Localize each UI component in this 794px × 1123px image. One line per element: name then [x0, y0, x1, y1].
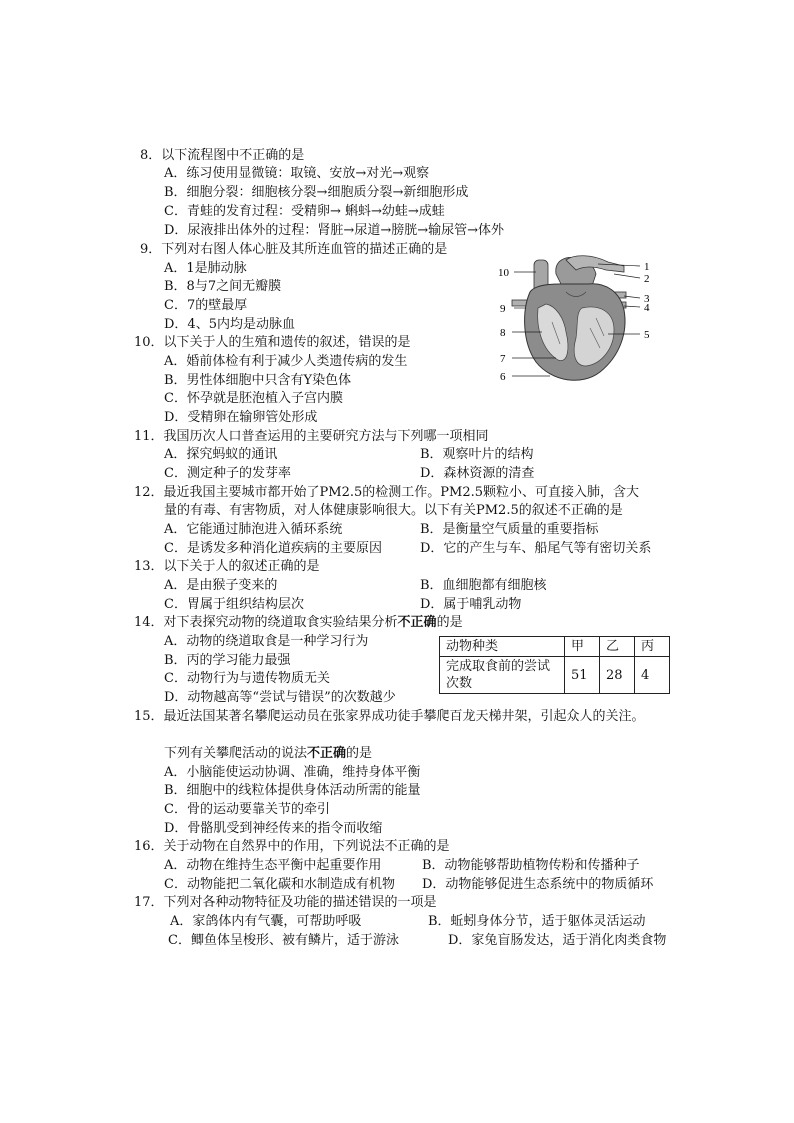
q15-stem-pre: 下列有关攀爬活动的说法	[164, 746, 308, 761]
q9-option-b: B．8与7之间无瓣膜	[164, 279, 282, 294]
q10-option-c: C．怀孕就是胚泡植入子宫内膜	[164, 391, 343, 406]
q13-option-b: B．血细胞都有细胞核	[420, 578, 547, 593]
q15-option-c: C．骨的运动要靠关节的牵引	[164, 802, 330, 817]
q14-stem-pre: 14．对下表探究动物的绕道取食实验结果分析	[134, 615, 398, 630]
q12-option-d: D．它的产生与车、船尾气等有密切关系	[420, 541, 652, 556]
table-row-label-line1: 完成取食前的尝试	[446, 659, 551, 674]
q16-stem: 16．关于动物在自然界中的作用，下列说法不正确的是	[134, 839, 450, 854]
q17-stem: 17．下列对各种动物特征及功能的描述错误的一项是	[134, 895, 437, 910]
q9-stem: 9．下列对右图人体心脏及其所连血管的描述正确的是	[140, 242, 448, 257]
q8-option-d: D．尿液排出体外的过程：肾脏→尿道→膀胱→输尿管→体外	[164, 223, 504, 238]
q13-stem: 13．以下关于人的叙述正确的是	[134, 559, 320, 574]
q14-stem-emphasis: 不正确	[397, 615, 437, 630]
q16-option-a: A．动物在维持生态平衡中起重要作用	[164, 858, 382, 873]
q16-option-d: D．动物能够促进生态系统中的物质循环	[422, 877, 654, 892]
q9-option-a: A．1是肺动脉	[164, 261, 247, 276]
q17-option-d: D．家兔盲肠发达，适于消化肉类食物	[448, 933, 667, 948]
table-header-yi: 乙	[600, 637, 635, 657]
q8-option-a: A．练习使用显微镜：取镜、安放→对光→观察	[164, 166, 430, 181]
q9-option-c: C．7的壁最厚	[164, 298, 248, 313]
q14-stem-post: 的是	[436, 615, 463, 630]
q11-option-d: D．森林资源的清查	[420, 466, 535, 481]
q11-stem: 11．我国历次人口普查运用的主要研究方法与下列哪一项相同	[134, 429, 489, 444]
q13-option-d: D．属于哺乳动物	[420, 597, 522, 612]
table-row	[440, 657, 670, 694]
q14-option-c: C．动物行为与遗传物质无关	[164, 671, 330, 686]
q10-option-b: B．男性体细胞中只含有Y染色体	[164, 373, 352, 388]
heart-label-8: 8	[500, 327, 506, 339]
q12-option-c: C．是诱发多种消化道疾病的主要原因	[164, 541, 382, 556]
table-value-jia: 51	[565, 657, 600, 694]
q13-option-a: A．是由猴子变来的	[164, 578, 278, 593]
q16-option-c: C．动物能把二氧化碳和水制造成有机物	[164, 877, 395, 892]
q14-option-d: D．动物越高等“尝试与错误”的次数越少	[164, 690, 396, 705]
q11-option-c: C．测定种子的发芽率	[164, 466, 291, 481]
table-row-label	[440, 657, 565, 694]
table-header-bing: 丙	[635, 637, 670, 657]
table-header-row	[440, 637, 670, 657]
heart-label-9: 9	[500, 303, 506, 315]
q15-stem-line2	[164, 745, 372, 763]
heart-label-10: 10	[498, 267, 509, 279]
heart-label-7: 7	[500, 353, 506, 365]
q17-option-c: C．鲫鱼体呈梭形、被有鳞片，适于游泳	[168, 933, 399, 948]
table-value-bing: 4	[635, 657, 670, 694]
q8-option-c: C．青蛙的发育过程：受精卵→ 蝌蚪→幼蛙→成蛙	[164, 204, 445, 219]
q10-option-d: D．受精卵在输卵管处形成	[164, 410, 318, 425]
heart-label-2: 2	[644, 273, 650, 285]
heart-label-5: 5	[644, 329, 650, 341]
q12-stem-line2: 量的有毒、有害物质，对人体健康影响很大。以下有关PM2.5的叙述不正确的是	[164, 503, 623, 518]
q9-option-d: D．4、5内均是动脉血	[164, 317, 295, 332]
q14-stem	[134, 614, 463, 632]
table-row-label-line2: 次数	[446, 676, 473, 691]
q14-data-table	[439, 636, 670, 694]
table-value-yi: 28	[600, 657, 635, 694]
q17-option-b: B．蚯蚓身体分节，适于躯体灵活运动	[428, 914, 646, 929]
heart-diagram	[496, 252, 662, 388]
table-header-species: 动物种类	[440, 637, 565, 657]
heart-label-4: 4	[644, 302, 650, 314]
q17-option-a: A．家鸽体内有气囊，可帮助呼吸	[170, 914, 362, 929]
q15-option-d: D．骨骼肌受到神经传来的指令而收缩	[164, 821, 383, 836]
heart-label-3: 3	[644, 293, 650, 305]
q12-option-a: A．它能通过肺泡进入循环系统	[164, 522, 343, 537]
q11-option-a: A．探究蚂蚁的通讯	[164, 447, 278, 462]
heart-label-6: 6	[500, 371, 506, 383]
table-header-jia: 甲	[565, 637, 600, 657]
q12-option-b: B．是衡量空气质量的重要指标	[420, 522, 599, 537]
q13-option-c: C．胃属于组织结构层次	[164, 597, 304, 612]
q15-stem-line1: 15．最近法国某著名攀爬运动员在张家界成功徒手攀爬百龙天梯井架，引起众人的关注。	[134, 709, 645, 724]
q10-option-a: A．婚前体检有利于减少人类遗传病的发生	[164, 354, 408, 369]
q8-stem: 8．以下流程图中不正确的是	[140, 148, 305, 163]
q15-option-a: A．小脑能使运动协调、准确，维持身体平衡	[164, 765, 421, 780]
q15-stem-emphasis: 不正确	[307, 746, 347, 761]
q16-option-b: B．动物能够帮助植物传粉和传播种子	[422, 858, 640, 873]
q11-option-b: B．观察叶片的结构	[420, 447, 534, 462]
q12-stem-line1: 12．最近我国主要城市都开始了PM2.5的检测工作。PM2.5颗粒小、可直接入肺，含大	[134, 485, 640, 500]
q15-stem-post: 的是	[346, 746, 373, 761]
q14-option-b: B．丙的学习能力最强	[164, 653, 291, 668]
q14-option-a: A．动物的绕道取食是一种学习行为	[164, 634, 369, 649]
q10-stem: 10．以下关于人的生殖和遗传的叙述，错误的是	[134, 335, 411, 350]
q15-option-b: B．细胞中的线粒体提供身体活动所需的能量	[164, 783, 421, 798]
heart-label-1: 1	[644, 261, 650, 273]
q8-option-b: B．细胞分裂：细胞核分裂→细胞质分裂→新细胞形成	[164, 185, 469, 200]
